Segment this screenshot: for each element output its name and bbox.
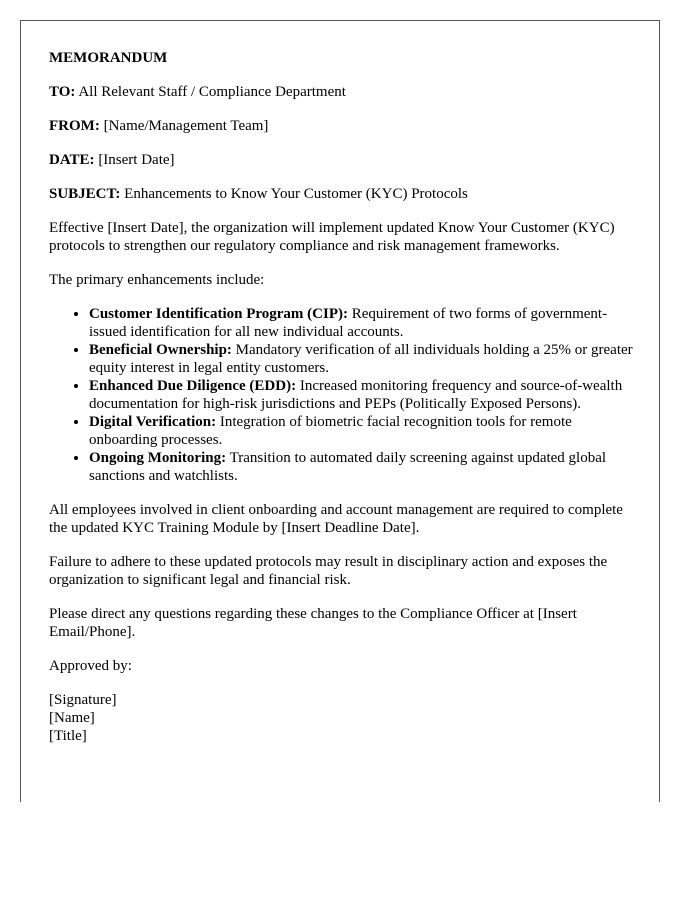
subject-value: Enhancements to Know Your Customer (KYC) Protocols <box>120 186 468 202</box>
from-value: [Name/Management Team] <box>99 118 269 134</box>
questions-paragraph: Please direct any questions regarding these changes to the Compliance Officer at [Insert Email/Phone]. <box>49 606 577 640</box>
enhancement-text: Mandatory verification of all individuals holding a 25% or greater equity interest in legal entity customers. <box>89 342 633 376</box>
enhancement-title: Digital Verification: <box>89 414 217 430</box>
from-line <box>49 117 639 135</box>
failure-paragraph: Failure to adhere to these updated protocols may result in disciplinary action and exposes the organization to significant legal and financial risk. <box>49 554 608 588</box>
enhancement-text: Integration of biometric facial recognition tools for remote onboarding processes. <box>89 414 572 448</box>
enhancement-title: Enhanced Due Diligence (EDD): <box>89 378 297 394</box>
date-label: DATE: <box>49 152 95 168</box>
training-paragraph: All employees involved in client onboarding and account management are required to complete the updated KYC Training Module by [Insert Deadline Date]. <box>49 502 623 536</box>
subject-line <box>49 185 639 203</box>
list-item <box>89 341 639 377</box>
enhancement-title: Customer Identification Program (CIP): <box>89 306 348 322</box>
list-item <box>89 449 639 485</box>
enhancement-title: Ongoing Monitoring: <box>89 450 227 466</box>
signature-block <box>49 691 639 745</box>
to-value: All Relevant Staff / Compliance Department <box>75 84 346 100</box>
enhancement-text: Transition to automated daily screening against updated global sanctions and watchlists. <box>89 450 607 484</box>
enhancement-text: Increased monitoring frequency and source-of-wealth documentation for high-risk jurisdictions and PEPs (Politically Exposed Persons). <box>89 378 623 412</box>
list-item <box>89 305 639 341</box>
memo-content <box>49 49 639 745</box>
enhancement-title: Beneficial Ownership: <box>89 342 232 358</box>
to-label: TO: <box>49 84 76 100</box>
enhancements-list <box>49 305 639 485</box>
approved-by-label: Approved by: <box>49 658 132 674</box>
from-label: FROM: <box>49 118 100 134</box>
enhancements-intro: The primary enhancements include: <box>49 272 265 288</box>
enhancement-text: Requirement of two forms of government-issued identification for all new individual accounts. <box>89 306 608 340</box>
title-placeholder: [Title] <box>49 728 87 744</box>
name-placeholder: [Name] <box>49 710 95 726</box>
to-line <box>49 83 639 101</box>
list-item <box>89 377 639 413</box>
subject-label: SUBJECT: <box>49 186 121 202</box>
signature-placeholder: [Signature] <box>49 692 117 708</box>
memo-page <box>20 20 660 802</box>
date-value: [Insert Date] <box>94 152 175 168</box>
date-line <box>49 151 639 169</box>
memo-heading: MEMORANDUM <box>49 50 168 66</box>
intro-paragraph: Effective [Insert Date], the organization will implement updated Know Your Customer (KYC) protocols to strengthen our regulatory compliance and risk management frameworks. <box>49 220 615 254</box>
list-item <box>89 413 639 449</box>
